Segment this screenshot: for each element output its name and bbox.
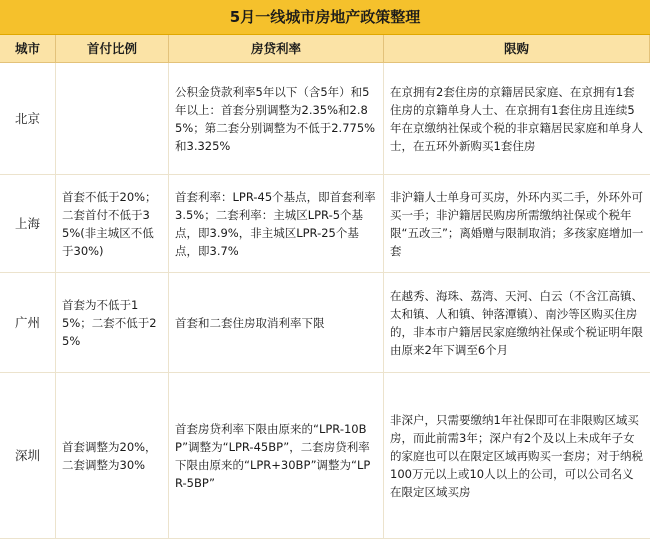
header-loan-rate: 房贷利率 [169,35,384,63]
table-row-shenzhen-restriction: 非深户，只需要缴纳1年社保即可在非限购区域买房，而此前需3年；深户有2个及以上未成年子女的家庭也可以在限定区域再购买一套房；对于纳税100万元以上或10人以上的公司，可以公司名义在限定区域买房 [384,373,650,539]
table-row-shenzhen-loan-rate: 首套房贷利率下限由原来的“LPR-10BP”调整为“LPR-45BP”，二套房贷利率下限由原来的“LPR+30BP”调整为“LPR-5BP” [169,373,384,539]
policy-table [0,35,650,539]
table-title: 5月一线城市房地产政策整理 [0,0,650,35]
table-row-beijing-down-payment [56,63,169,175]
table-row-beijing-loan-rate: 公积金贷款利率5年以下（含5年）和5年以上：首套分别调整为2.35%和2.85%；第二套分别调整为不低于2.775%和3.325% [169,63,384,175]
table-row-guangzhou-restriction: 在越秀、海珠、荔湾、天河、白云（不含江高镇、太和镇、人和镇、钟落潭镇）、南沙等区购买住房的，非本市户籍居民家庭缴纳社保或个税证明年限由原来2年下调至6个月 [384,273,650,373]
table-row-shanghai-down-payment: 首套不低于20%；二套首付不低于35%(非主城区不低于30%) [56,175,169,273]
table-row-shanghai-restriction: 非沪籍人士单身可买房，外环内买二手，外环外可买一手；非沪籍居民购房所需缴纳社保或个税年限“五改三”；离婚赠与限制取消；多孩家庭增加一套 [384,175,650,273]
table-row-beijing-city: 北京 [0,63,56,175]
header-restriction: 限购 [384,35,650,63]
table-row-beijing-restriction: 在京拥有2套住房的京籍居民家庭、在京拥有1套住房的京籍单身人士、在京拥有1套住房且连续5年在京缴纳社保或个税的非京籍居民家庭和单身人士，在五环外新购买1套住房 [384,63,650,175]
table-row-guangzhou-city: 广州 [0,273,56,373]
header-city: 城市 [0,35,56,63]
table-row-guangzhou-down-payment: 首套为不低于15%；二套不低于25% [56,273,169,373]
table-row-shenzhen-down-payment: 首套调整为20%，二套调整为30% [56,373,169,539]
table-row-shanghai-city: 上海 [0,175,56,273]
header-down-payment: 首付比例 [56,35,169,63]
table-row-shanghai-loan-rate: 首套利率：LPR-45个基点，即首套利率3.5%；二套利率：主城区LPR-5个基点，即3.9%，非主城区LPR-25个基点，即3.7% [169,175,384,273]
table-row-shenzhen-city: 深圳 [0,373,56,539]
table-row-guangzhou-loan-rate: 首套和二套住房取消利率下限 [169,273,384,373]
